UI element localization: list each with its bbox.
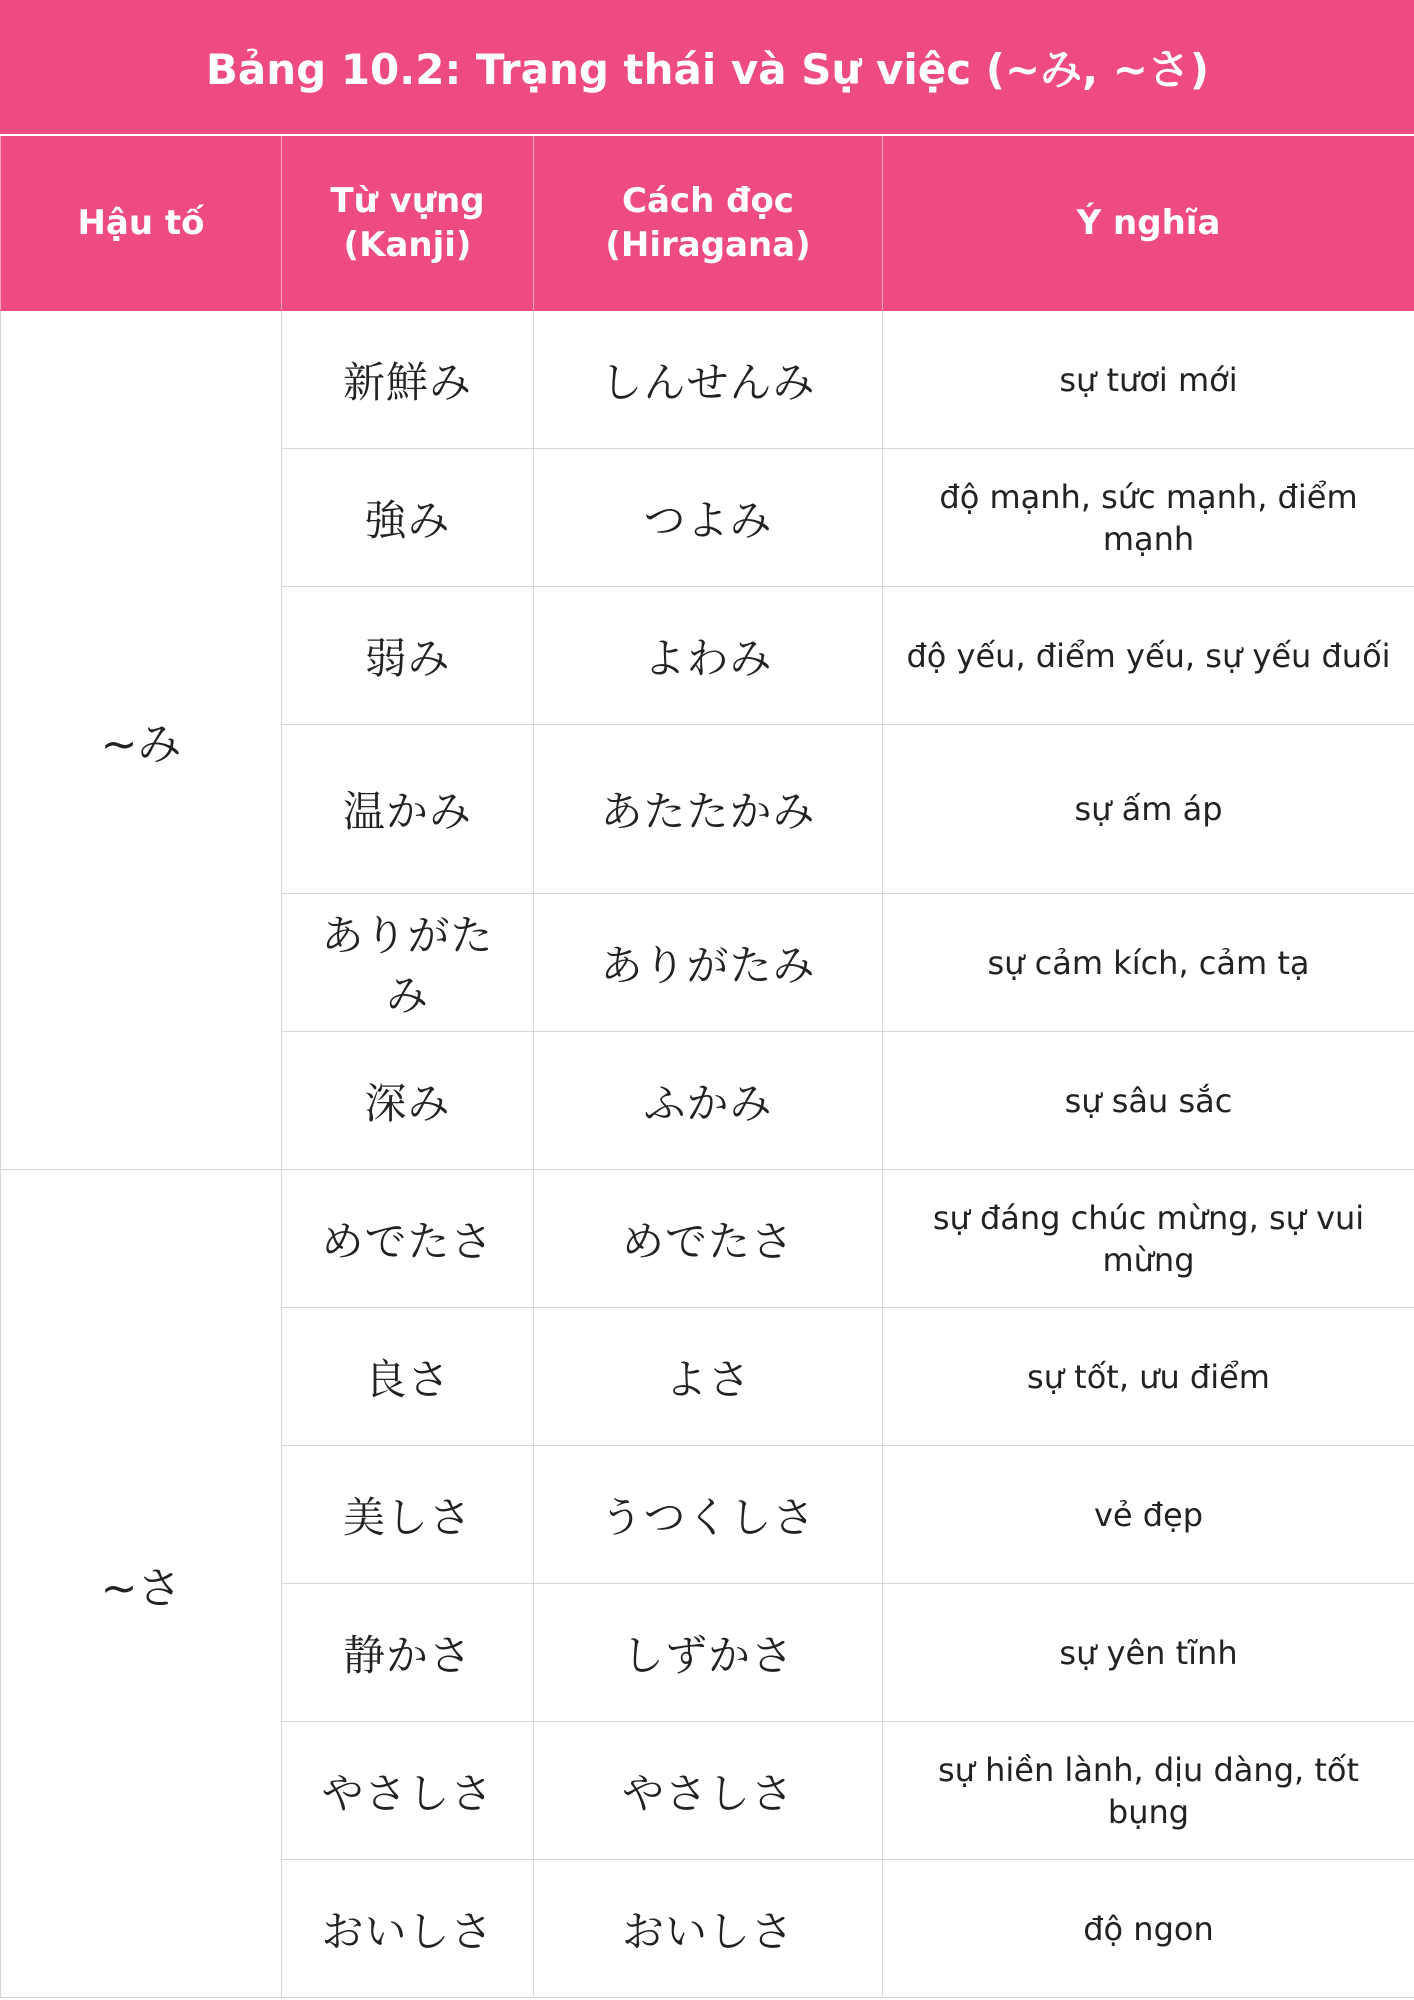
- kanji-cell: 弱み: [282, 587, 534, 725]
- reading-cell: ありがたみ: [534, 894, 883, 1032]
- meaning-cell: độ mạnh, sức mạnh, điểm mạnh: [883, 449, 1414, 587]
- reading-cell: やさしさ: [534, 1722, 883, 1860]
- meaning-cell: sự cảm kích, cảm tạ: [883, 894, 1414, 1032]
- reading-cell: ふかみ: [534, 1032, 883, 1170]
- table-row: [1, 311, 1414, 449]
- meaning-cell: vẻ đẹp: [883, 1446, 1414, 1584]
- reading-cell: よわみ: [534, 587, 883, 725]
- header-suffix: Hậu tố: [1, 135, 282, 311]
- kanji-cell: 美しさ: [282, 1446, 534, 1584]
- kanji-cell: 良さ: [282, 1308, 534, 1446]
- table-title: Bảng 10.2: Trạng thái và Sự việc (~み, ~さ): [1, 1, 1414, 135]
- table-row: [1, 1170, 1414, 1308]
- reading-cell: あたたかみ: [534, 725, 883, 894]
- reading-cell: めでたさ: [534, 1170, 883, 1308]
- meaning-cell: sự đáng chúc mừng, sự vui mừng: [883, 1170, 1414, 1308]
- meaning-cell: độ yếu, điểm yếu, sự yếu đuối: [883, 587, 1414, 725]
- meaning-cell: độ ngon: [883, 1860, 1414, 1998]
- header-meaning: Ý nghĩa: [883, 135, 1414, 311]
- reading-cell: しずかさ: [534, 1584, 883, 1722]
- reading-cell: しんせんみ: [534, 311, 883, 449]
- kanji-cell: ありがたみ: [282, 894, 534, 1032]
- kanji-cell: 温かみ: [282, 725, 534, 894]
- suffix-cell: ~み: [1, 311, 282, 1170]
- reading-cell: よさ: [534, 1308, 883, 1446]
- kanji-cell: おいしさ: [282, 1860, 534, 1998]
- reading-cell: うつくしさ: [534, 1446, 883, 1584]
- kanji-cell: 静かさ: [282, 1584, 534, 1722]
- reading-cell: おいしさ: [534, 1860, 883, 1998]
- meaning-cell: sự ấm áp: [883, 725, 1414, 894]
- meaning-cell: sự hiền lành, dịu dàng, tốt bụng: [883, 1722, 1414, 1860]
- header-kanji: Từ vựng (Kanji): [282, 135, 534, 311]
- meaning-cell: sự tươi mới: [883, 311, 1414, 449]
- header-reading: Cách đọc (Hiragana): [534, 135, 883, 311]
- kanji-cell: 深み: [282, 1032, 534, 1170]
- kanji-cell: やさしさ: [282, 1722, 534, 1860]
- suffix-cell: ~さ: [1, 1170, 282, 1998]
- kanji-cell: 強み: [282, 449, 534, 587]
- kanji-cell: めでたさ: [282, 1170, 534, 1308]
- reading-cell: つよみ: [534, 449, 883, 587]
- meaning-cell: sự sâu sắc: [883, 1032, 1414, 1170]
- meaning-cell: sự tốt, ưu điểm: [883, 1308, 1414, 1446]
- kanji-cell: 新鮮み: [282, 311, 534, 449]
- meaning-cell: sự yên tĩnh: [883, 1584, 1414, 1722]
